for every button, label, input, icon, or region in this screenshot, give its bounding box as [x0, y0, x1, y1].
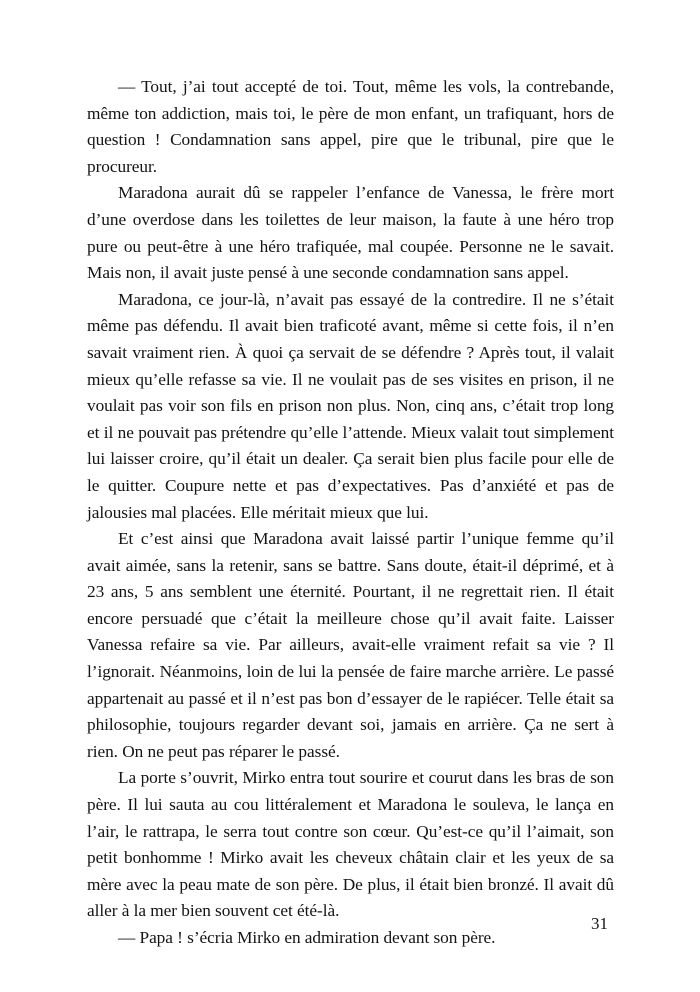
paragraph-1: — Tout, j’ai tout accepté de toi. Tout, même les vols, la contrebande, même ton addiction, mais toi, le père de mon enfant, un trafiquant, hors de question ! Condamnation sans appel, pire que le tribunal, pire que le procureur.	[87, 77, 614, 176]
paragraph-3: Maradona, ce jour-là, n’avait pas essayé de la contredire. Il ne s’était même pas défendu. Il avait bien traficoté avant, même si cette fois, il n’en savait vraiment rien. À quoi ça servait de se défendre ? Après tout, il valait mieux qu’elle refasse sa vie. Il ne voulait pas de ses visites en prison, il ne voulait pas voir son fils en prison non plus. Non, cinq ans, c’était trop long et il ne pouvait pas prétendre qu’elle l’attende. Mieux valait tout simplement lui laisser croire, qu’il était un dealer. Ça serait bien plus facile pour elle de le quitter. Coupure nette et pas d’expectatives. Pas d’anxiété et pas de jalousies mal placées. Elle méritait mieux que lui.	[87, 289, 614, 522]
paragraph-6: — Papa ! s’écria Mirko en admiration devant son père.	[118, 928, 496, 947]
paragraph-4: Et c’est ainsi que Maradona avait laissé partir l’unique femme qu’il avait aimée, sans la retenir, sans se battre. Sans doute, était-il déprimé, et à 23 ans, 5 ans semblent une éternité. Pourtant, il ne regrettait rien. Il était encore persuadé que c’était la meilleure chose qu’il avait faite. Laisser Vanessa refaire sa vie. Par ailleurs, avait-elle vraiment refait sa vie ? Il l’ignorait. Néanmoins, loin de lui la pensée de faire marche arrière. Le passé appartenait au passé et il n’est pas bon d’essayer de le rapiécer. Telle était sa philosophie, toujours regarder devant soi, jamais en arrière. Ça ne sert à rien. On ne peut pas réparer le passé.	[87, 529, 614, 761]
page-body	[87, 74, 614, 952]
page-number: 31	[591, 914, 608, 933]
paragraph-5: La porte s’ouvrit, Mirko entra tout sourire et courut dans les bras de son père. Il lui sauta au cou littéralement et Maradona le souleva, le lança en l’air, le rattrapa, le serra tout contre son cœur. Qu’est-ce qu’il l’aimait, son petit bonhomme ! Mirko avait les cheveux châtain clair et les yeux de sa mère avec la peau mate de son père. De plus, il était bien bronzé. Il avait dû aller à la mer bien souvent cet été-là.	[87, 768, 614, 921]
paragraph-2: Maradona aurait dû se rappeler l’enfance de Vanessa, le frère mort d’une overdose dans les toilettes de leur maison, la faute à une héro trop pure ou peut-être à une héro trafiquée, mal coupée. Personne ne le savait. Mais non, il avait juste pensé à une seconde condamnation sans appel.	[87, 183, 614, 283]
